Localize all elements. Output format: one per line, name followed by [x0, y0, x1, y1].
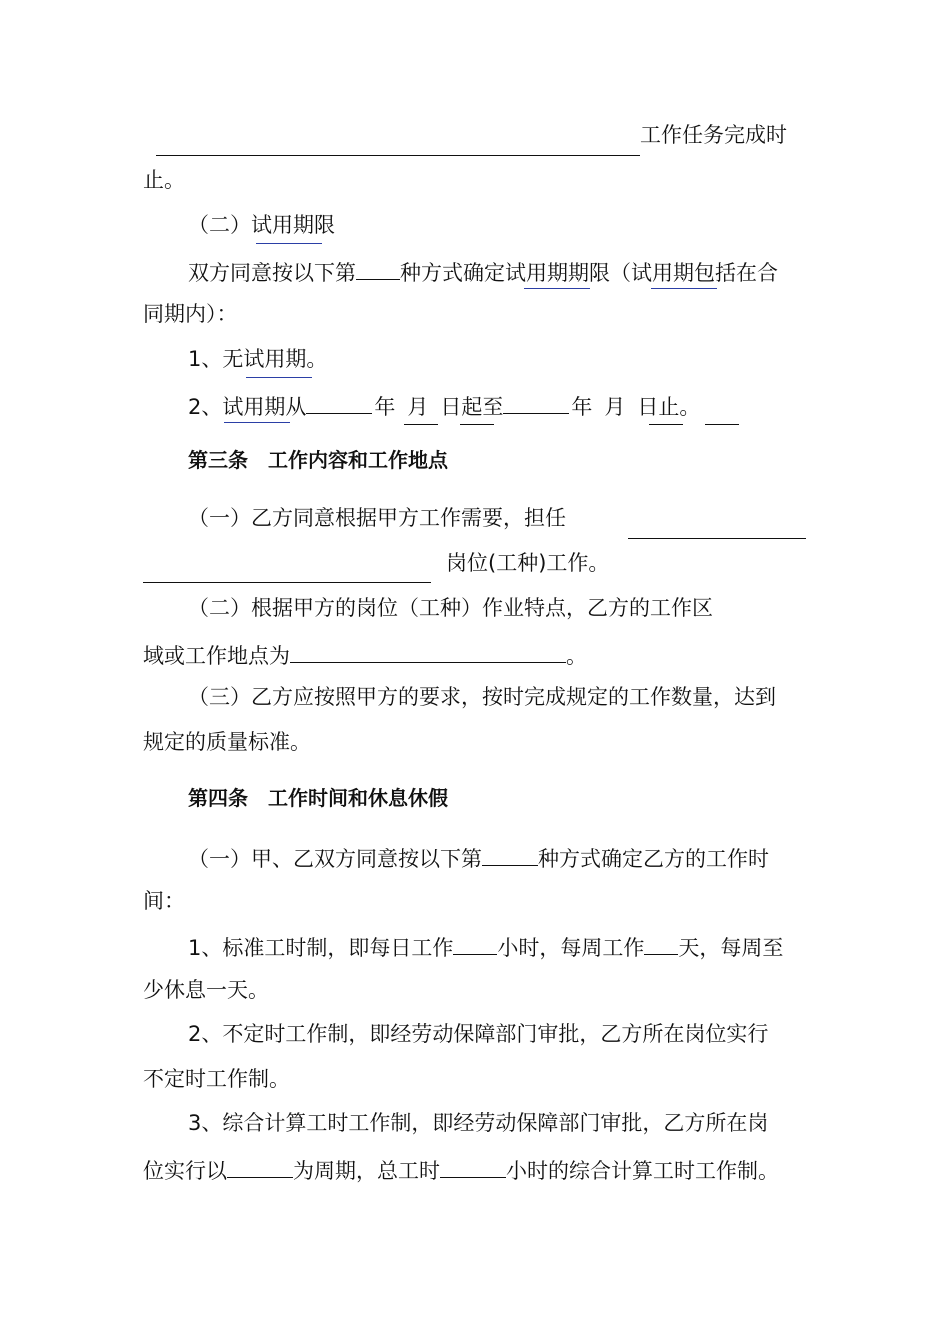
text-segment: 年 [571, 395, 593, 419]
text-segment: 工作任务完成时 [640, 123, 787, 147]
text-line [188, 682, 776, 712]
text-segment: 少休息一天。 [143, 978, 269, 1002]
blank-line [649, 424, 683, 425]
text-segment: 小时，每周工作 [497, 936, 645, 960]
blank-field [453, 930, 497, 955]
text-line [143, 886, 185, 916]
text-line [143, 1153, 779, 1183]
text-segment: （一）乙方同意根据甲方工作需要，担任 [188, 506, 566, 530]
text-segment: （二）根据甲方的岗位（工种）作业特点，乙方的工作区 [188, 596, 713, 620]
hyperlink-underline [246, 377, 312, 378]
text-line [446, 548, 609, 578]
text-segment: 小时的综合计算工时工作制。 [506, 1159, 779, 1183]
list-item [188, 389, 700, 419]
text-segment: 岗位(工种)工作。 [446, 551, 610, 575]
text-segment: 天，每周至 [678, 936, 784, 960]
hyperlink-underline [651, 288, 717, 289]
text-segment: 1、无试用期。 [188, 347, 328, 371]
text-line [143, 975, 269, 1005]
article-heading [188, 445, 448, 475]
blank-field [503, 389, 569, 414]
blank-line [628, 538, 806, 539]
text-line [143, 299, 238, 329]
article-heading [188, 783, 448, 813]
blank-line [404, 424, 438, 425]
text-segment: 种方式确定试用期期限（试用期包括在合 [400, 261, 778, 285]
text-segment: 2、不定时工作制，即经劳动保障部门审批，乙方所在岗位实行 [188, 1022, 769, 1046]
hyperlink-underline [256, 243, 322, 244]
text-segment: 双方同意按以下第 [188, 261, 356, 285]
text-segment: 年 [374, 395, 396, 419]
list-item [188, 344, 327, 374]
blank-field [306, 389, 372, 414]
list-item [188, 1108, 768, 1138]
list-item [188, 930, 783, 960]
text-segment: 日起至 [440, 395, 504, 419]
blank-field [227, 1153, 293, 1178]
text-line [143, 165, 185, 195]
blank-field [290, 638, 566, 663]
text-line [188, 503, 566, 533]
section-heading [188, 210, 335, 240]
blank-line [460, 424, 494, 425]
text-line [188, 593, 713, 623]
text-segment: 位实行以 [143, 1159, 227, 1183]
text-segment: 规定的质量标准。 [143, 730, 311, 754]
blank-field [482, 841, 538, 866]
text-line [188, 841, 769, 871]
text-line [143, 1064, 290, 1094]
text-segment: 1、标准工时制，即每日工作 [188, 936, 454, 960]
blank-line [143, 582, 431, 583]
text-segment: 为周期，总工时 [293, 1159, 440, 1183]
text-segment: （二）试用期限 [188, 213, 335, 237]
text-segment: 间： [143, 889, 185, 913]
hyperlink-underline [524, 288, 590, 289]
text-segment: 。 [566, 644, 587, 668]
text-segment: 同期内）： [143, 302, 238, 326]
text-segment: 3、综合计算工时工作制，即经劳动保障部门审批，乙方所在岗 [188, 1111, 769, 1135]
text-line [188, 255, 778, 285]
text-segment: （一）甲、乙双方同意按以下第 [188, 847, 482, 871]
text-segment: （三）乙方应按照甲方的要求，按时完成规定的工作数量，达到 [188, 685, 776, 709]
text-segment: 2、试用期从 [188, 395, 307, 419]
text-segment: 止。 [143, 168, 185, 192]
text-segment: 域或工作地点为 [143, 644, 290, 668]
blank-field [644, 930, 678, 955]
hyperlink-underline [224, 422, 290, 423]
text-segment: 日止。 [637, 395, 701, 419]
text-segment: 第三条 工作内容和工作地点 [188, 448, 448, 472]
text-segment: 种方式确定乙方的工作时 [538, 847, 769, 871]
text-line [143, 727, 311, 757]
blank-line [705, 424, 739, 425]
text-segment: 月 [604, 395, 626, 419]
blank-field [356, 255, 400, 280]
text-line [640, 120, 787, 150]
text-segment: 第四条 工作时间和休息休假 [188, 786, 448, 810]
list-item [188, 1019, 768, 1049]
blank-field [440, 1153, 506, 1178]
text-line [143, 638, 587, 668]
text-segment: 月 [407, 395, 429, 419]
blank-line [156, 155, 640, 156]
text-segment: 不定时工作制。 [143, 1067, 290, 1091]
